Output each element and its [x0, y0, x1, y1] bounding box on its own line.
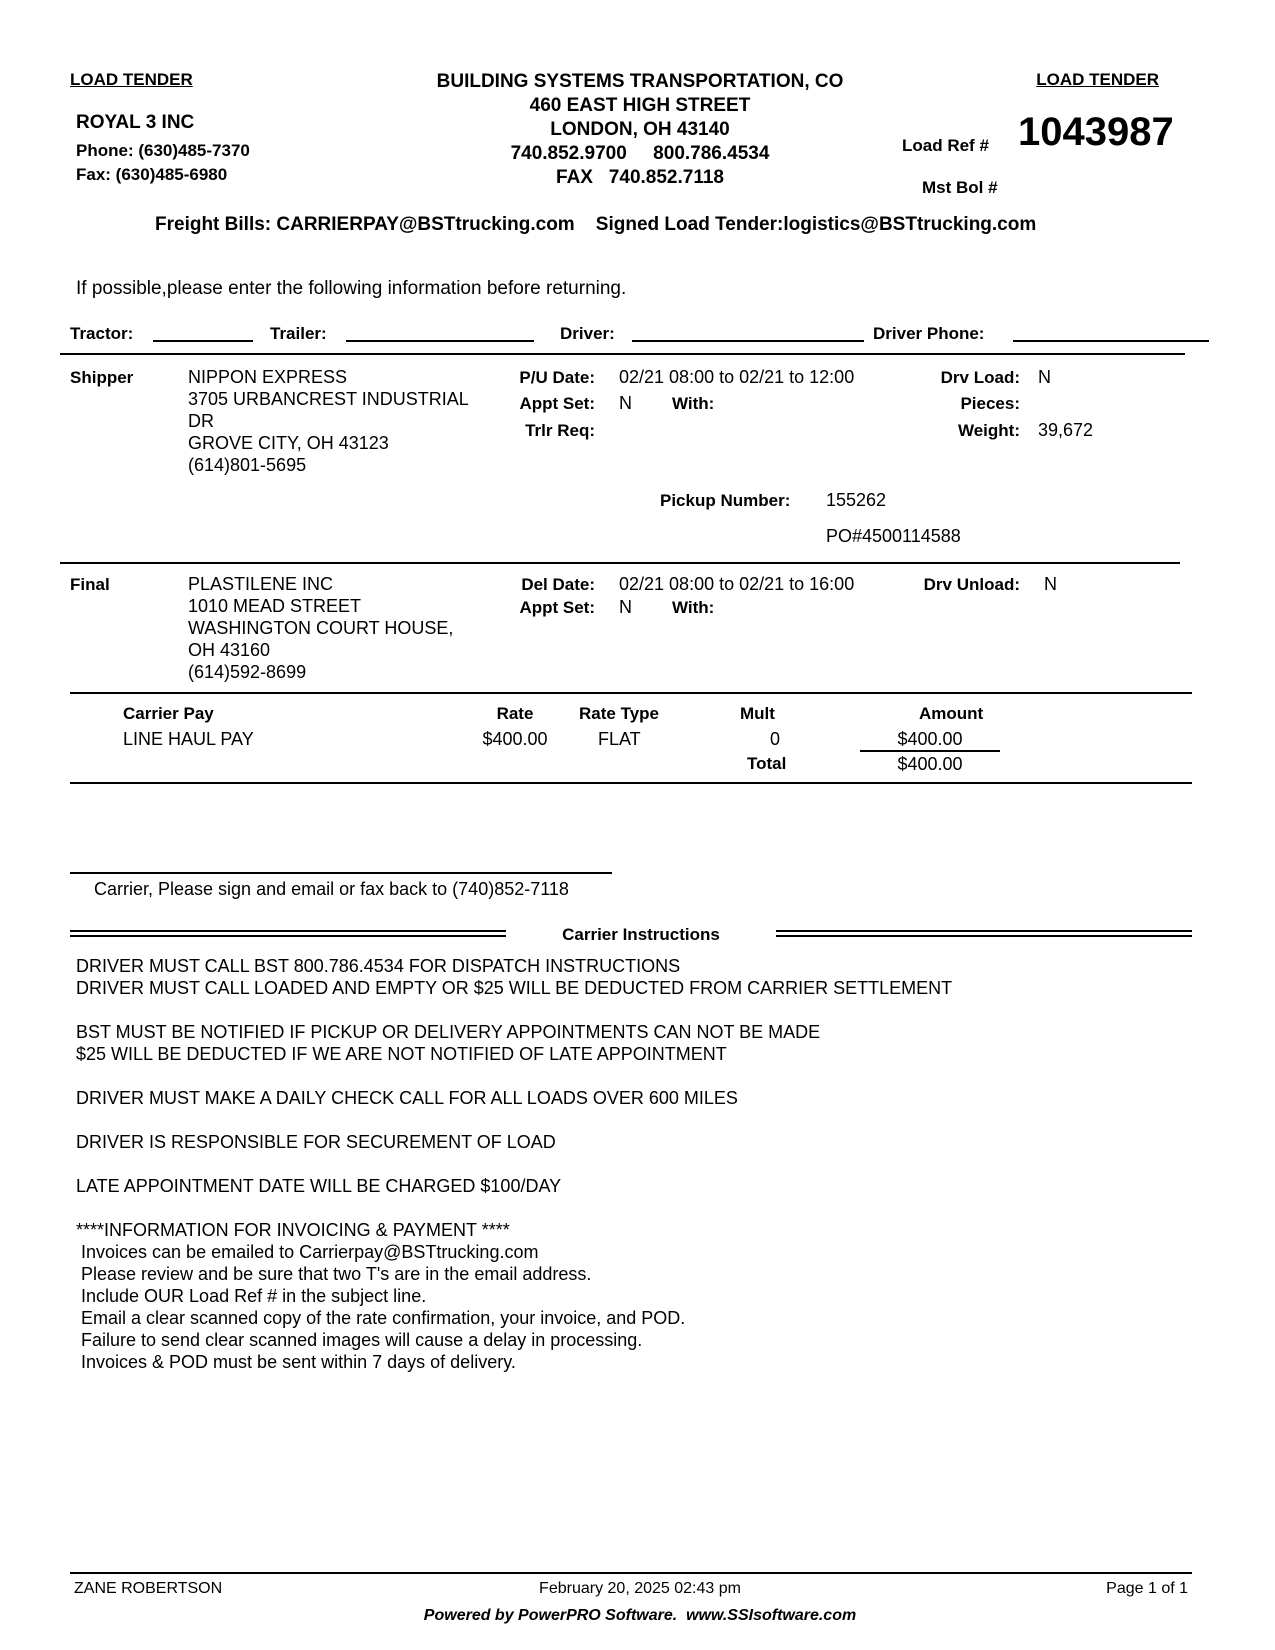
instruction-line: Include OUR Load Ref # in the subject line.: [76, 1286, 427, 1306]
shipper-address-line: (614)801-5695: [188, 455, 307, 475]
final-with-label: With:: [672, 598, 715, 617]
with-label: With:: [672, 394, 715, 413]
del-date-label: Del Date:: [521, 575, 595, 594]
company-phones: 740.852.9700 800.786.4534: [510, 143, 770, 164]
final-address-line: (614)592-8699: [188, 662, 307, 682]
instruction-line: Invoices & POD must be sent within 7 days of delivery.: [76, 1352, 516, 1372]
driver-label: Driver:: [560, 324, 615, 343]
carrier-phone: Phone: (630)485-7370: [76, 141, 250, 160]
pay-row-mult: 0: [770, 729, 781, 749]
amount-underline: [860, 750, 1000, 752]
freight-bills-line: Freight Bills: CARRIERPAY@BSTtrucking.com Signed Load Tender:logistics@BSTtrucking.com: [155, 214, 1037, 235]
instruction-line: LATE APPOINTMENT DATE WILL BE CHARGED $100/DAY: [76, 1176, 562, 1196]
pay-row-desc: LINE HAUL PAY: [123, 729, 254, 749]
final-appt-set-label: Appt Set:: [519, 598, 595, 617]
final-address-line: OH 43160: [188, 640, 271, 660]
drv-unload-label: Drv Unload:: [923, 575, 1020, 594]
final-appt-set-value: N: [619, 597, 632, 617]
company-name: BUILDING SYSTEMS TRANSPORTATION, CO: [436, 71, 844, 92]
appt-set-label: Appt Set:: [519, 394, 595, 413]
driver-field[interactable]: [632, 322, 864, 342]
instruction-line: DRIVER MUST CALL BST 800.786.4534 FOR DISPATCH INSTRUCTIONS: [76, 956, 681, 976]
pay-total-label: Total: [747, 754, 787, 773]
carrier-fax: Fax: (630)485-6980: [76, 165, 228, 184]
shipper-address-line: NIPPON EXPRESS: [188, 367, 348, 387]
instruction-line: [76, 1109, 952, 1131]
appt-set-value: N: [619, 393, 632, 413]
instruction-line: Please review and be sure that two T's are in the email address.: [76, 1264, 592, 1284]
pu-date-value: 02/21 08:00 to 02/21 to 12:00: [619, 367, 855, 387]
instruction-line: Invoices can be emailed to Carrierpay@BSTtrucking.com: [76, 1242, 539, 1262]
instruction-line: ****INFORMATION FOR INVOICING & PAYMENT ****: [76, 1220, 510, 1240]
pay-row-rate: $400.00: [482, 729, 548, 749]
final-address-line: WASHINGTON COURT HOUSE,: [188, 618, 454, 638]
instructions-rule-right: [776, 930, 1192, 937]
carrier-instructions-title: Carrier Instructions: [562, 925, 720, 944]
pay-row-rate-type: FLAT: [598, 729, 641, 749]
divider: [70, 692, 1192, 694]
divider: [60, 562, 1180, 564]
shipper-address-line: DR: [188, 411, 214, 431]
instruction-line: $25 WILL BE DEDUCTED IF WE ARE NOT NOTIFIED OF LATE APPOINTMENT: [76, 1044, 727, 1064]
footer-datetime: February 20, 2025 02:43 pm: [539, 1580, 741, 1597]
footer-powered-by: Powered by PowerPRO Software. www.SSIsoftware.com: [423, 1607, 857, 1624]
pieces-label: Pieces:: [960, 394, 1020, 413]
load-tender-label-right: LOAD TENDER: [1036, 70, 1159, 89]
load-tender-label-left: LOAD TENDER: [70, 70, 193, 89]
divider: [60, 353, 1185, 355]
final-address-line: PLASTILENE INC: [188, 574, 334, 594]
carrier-name: ROYAL 3 INC: [76, 112, 195, 133]
pay-header-amount: Amount: [919, 704, 984, 723]
signature-line[interactable]: [70, 872, 612, 874]
footer-page: Page 1 of 1: [1106, 1580, 1188, 1597]
drv-load-label: Drv Load:: [940, 368, 1020, 387]
shipper-label: Shipper: [70, 368, 134, 387]
instructions-note: If possible,please enter the following information before returning.: [76, 278, 627, 299]
tractor-label: Tractor:: [70, 324, 134, 343]
company-street: 460 EAST HIGH STREET: [529, 95, 751, 116]
pay-total-value: $400.00: [897, 754, 963, 774]
instruction-line: Email a clear scanned copy of the rate confirmation, your invoice, and POD.: [76, 1308, 686, 1328]
instruction-line: DRIVER MUST CALL LOADED AND EMPTY OR $25 WILL BE DEDUCTED FROM CARRIER SETTLEMENT: [76, 978, 953, 998]
shipper-address-line: 3705 URBANCREST INDUSTRIAL: [188, 389, 469, 409]
load-ref-number: 1043987: [1018, 110, 1174, 154]
del-date-value: 02/21 08:00 to 02/21 to 16:00: [619, 574, 855, 594]
pickup-number-label: Pickup Number:: [660, 491, 791, 510]
po-number: PO#4500114588: [826, 526, 961, 546]
driver-phone-field[interactable]: [1013, 322, 1209, 342]
instruction-line: [76, 1197, 952, 1219]
driver-phone-label: Driver Phone:: [873, 324, 985, 343]
final-address: [188, 573, 453, 683]
company-fax: FAX 740.852.7118: [556, 167, 724, 188]
carrier-instructions-body: [76, 955, 952, 1373]
footer-user: ZANE ROBERTSON: [74, 1580, 223, 1597]
instruction-line: DRIVER IS RESPONSIBLE FOR SECUREMENT OF LOAD: [76, 1132, 556, 1152]
pay-header-rate-type: Rate Type: [579, 704, 659, 723]
mst-bol-label: Mst Bol #: [922, 178, 998, 197]
instruction-line: BST MUST BE NOTIFIED IF PICKUP OR DELIVERY APPOINTMENTS CAN NOT BE MADE: [76, 1022, 821, 1042]
pay-row-amount: $400.00: [897, 729, 963, 749]
instruction-line: [76, 1065, 952, 1087]
instruction-line: Failure to send clear scanned images will cause a delay in processing.: [76, 1330, 643, 1350]
instruction-line: [76, 1153, 952, 1175]
drv-load-value: N: [1038, 367, 1051, 387]
load-ref-label: Load Ref #: [902, 136, 989, 155]
pay-header-carrier-pay: Carrier Pay: [123, 704, 214, 723]
instruction-line: [76, 999, 952, 1021]
pay-header-rate: Rate: [496, 704, 534, 723]
instructions-rule-left: [70, 930, 506, 937]
final-label: Final: [70, 575, 110, 594]
weight-label: Weight:: [957, 421, 1020, 440]
company-city: LONDON, OH 43140: [550, 119, 730, 140]
pu-date-label: P/U Date:: [519, 368, 595, 387]
trailer-label: Trailer:: [270, 324, 327, 343]
final-address-line: 1010 MEAD STREET: [188, 596, 362, 616]
tractor-field[interactable]: [153, 322, 253, 342]
shipper-address: [188, 366, 469, 476]
trailer-field[interactable]: [346, 322, 534, 342]
company-block: [380, 70, 900, 190]
pickup-number-value: 155262: [826, 490, 887, 510]
weight-value: 39,672: [1038, 420, 1094, 440]
instruction-line: DRIVER MUST MAKE A DAILY CHECK CALL FOR ALL LOADS OVER 600 MILES: [76, 1088, 738, 1108]
shipper-address-line: GROVE CITY, OH 43123: [188, 433, 389, 453]
drv-unload-value: N: [1044, 574, 1057, 594]
trlr-req-label: Trlr Req:: [525, 421, 595, 440]
signature-note: Carrier, Please sign and email or fax back to (740)852-7118: [94, 879, 569, 899]
divider: [70, 782, 1192, 784]
pay-header-mult: Mult: [740, 704, 775, 723]
footer-divider: [70, 1572, 1192, 1574]
